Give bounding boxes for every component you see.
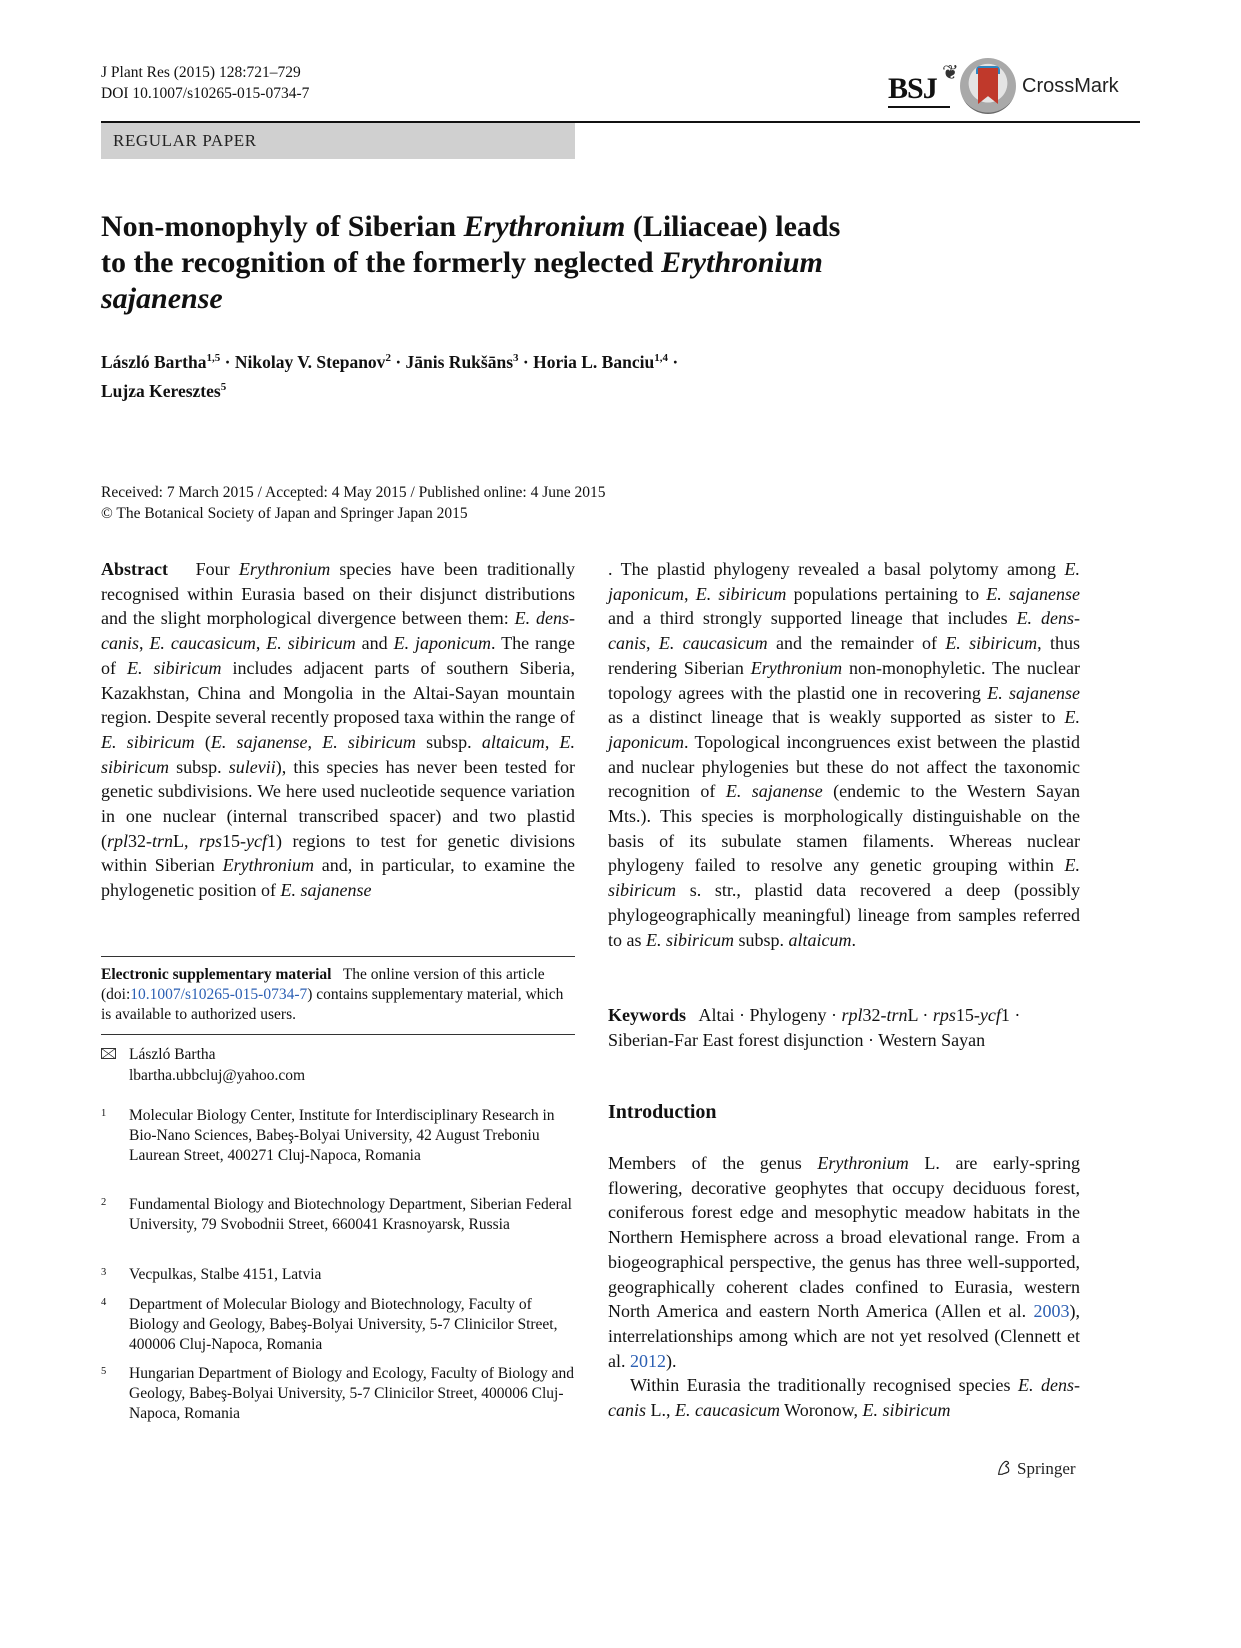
citation-link[interactable]: 2012 — [630, 1350, 666, 1371]
crossmark-label[interactable]: CrossMark — [1022, 75, 1119, 97]
keywords-label: Keywords — [608, 1005, 686, 1025]
leaf-icon: ❦ — [942, 62, 959, 84]
envelope-icon — [101, 1048, 116, 1059]
paragraph: Within Eurasia the traditionally recognised species E. dens-canis L., E. caucasicum Woronow, E. sibiricum — [608, 1375, 1080, 1421]
affiliation: 4 Department of Molecular Biology and Biotechnology, Faculty of Biology and Geology, Babeş-Bolyai University, 5-7 Clinicilor Street, 400006 Cluj-Napoca, Romania — [101, 1296, 558, 1353]
history: Received: 7 March 2015 / Accepted: 4 May 2015 / Published online: 4 June 2015 — [101, 484, 606, 501]
author[interactable]: Horia L. Banciu — [533, 351, 655, 372]
bsj-logo: BSJ — [888, 72, 937, 105]
crossmark-bookmark — [978, 68, 998, 104]
supplementary-label: Electronic supplementary material — [101, 966, 332, 983]
section-label: REGULAR PAPER — [113, 131, 257, 150]
supplementary-note: Electronic supplementary material The online version of this article (doi:10.1007/s10265-015-0734-7) contains supplementary material, which is available to authorized users. — [101, 966, 564, 1023]
corresponding-author: László Bartha — [129, 1046, 216, 1063]
affiliation: 5 Hungarian Department of Biology and Ecology, Faculty of Biology and Geology, Babeş-Bolyai University, 5-7 Clinicilor Street, 400006 Cluj-Napoca, Romania — [101, 1365, 574, 1422]
doi: DOI 10.1007/s10265-015-0734-7 — [101, 85, 310, 102]
author-list: László Bartha$^{1,5}$ · Nikolay V. Stepanov$^2$ · Jānis Rukšāns$^3$ · Horia L. Banciu$^{1,4}$ · Lujza Keresztes$^5$ — [101, 351, 679, 401]
copyright: © The Botanical Society of Japan and Springer Japan 2015 — [101, 505, 468, 522]
correspondence — [101, 1045, 575, 1086]
journal-citation — [101, 62, 309, 104]
keywords: Keywords Altai · Phylogeny · rpl32-trnL · rps15-ycf1 · Siberian-Far East forest disjunction · Western Sayan — [608, 1005, 1021, 1050]
paper-title: Non-monophyly of Siberian Erythronium (Liliaceae) leads to the recognition of the formerly neglected Erythronium sajanense — [101, 210, 841, 315]
author[interactable]: László Bartha — [101, 351, 207, 372]
bsj-underline — [888, 106, 950, 108]
publisher-logo — [995, 1459, 1076, 1479]
logos — [888, 58, 1140, 118]
publication-dates — [101, 482, 606, 524]
citation-link[interactable]: 2003 — [1033, 1301, 1070, 1322]
affiliation: 2 Fundamental Biology and Biotechnology Department, Siberian Federal University, 79 Svobodnii Street, 660041 Krasnoyarsk, Russia — [101, 1196, 572, 1233]
journal-reference: J Plant Res (2015) 128:721–729 — [101, 64, 301, 81]
author[interactable]: Lujza Keresztes — [101, 380, 221, 401]
introduction-body — [608, 1151, 1080, 1423]
abstract-right: . The plastid phylogeny revealed a basal polytomy among E. japonicum, E. sibiricum populations pertaining to E. sajanense and a third strongly supported lineage that includes E. dens-canis, E. caucasicum and the remainder of E. sibiricum, thus rendering Siberian Erythronium non-monophyletic. The nuclear topology agrees with the plastid one in recovering E. sajanense as a distinct lineage that is weakly supported as sister to E. japonicum. Topological incongruences exist between the plastid and nuclear phylogenies but these do not affect the taxonomic recognition of E. sajanense (endemic to the Western Sayan Mts.). This species is morphologically distinguishable on the basis of its subulate stamen filaments. Whereas nuclear phylogeny failed to resolve any genetic grouping within E. sibiricum s. str., plastid data recovered a deep (possibly phylogeographically meaningful) lineage from samples referred to as E. sibiricum subsp. altaicum. — [608, 559, 1081, 950]
author[interactable]: Nikolay V. Stepanov — [234, 351, 386, 372]
section-heading: Introduction — [608, 1101, 717, 1123]
publisher-name: Springer — [1017, 1459, 1076, 1478]
footnote-rule — [101, 956, 575, 957]
affiliation: 1 Molecular Biology Center, Institute for Interdisciplinary Research in Bio-Nano Sciences, Babeş-Bolyai University, 42 August Treboniu Laurean Street, 400271 Cluj-Napoca, Romania — [101, 1107, 555, 1164]
footnote-rule-2 — [101, 1034, 575, 1035]
abstract-left: Abstract Four Erythronium species have been traditionally recognised within Eurasia based on their disjunct distributions and the slight morphological divergence between them: E. dens-canis, E. caucasicum, E. sibiricum and E. japonicum. The range of E. sibiricum includes adjacent parts of southern Siberia, Kazakhstan, China and Mongolia in the Altai-Sayan mountain region. Despite several recently proposed taxa within the range of E. sibiricum (E. sajanense, E. sibiricum subsp. altaicum, E. sibiricum subsp. sulevii), this species has never been tested for genetic subdivisions. We here used nucleotide sequence variation in one nuclear (internal transcribed spacer) and two plastid (rpl32-trnL, rps15-ycf1) regions to test for genetic divisions within Siberian Erythronium and, in particular, to examine the phylogenetic position of E. sajanense — [101, 559, 576, 901]
crossmark-icon[interactable] — [960, 58, 1016, 114]
author[interactable]: Jānis Rukšāns — [405, 351, 514, 372]
springer-horse-icon — [995, 1459, 1013, 1477]
affiliation: 3 Vecpulkas, Stalbe 4151, Latvia — [101, 1266, 322, 1283]
paragraph: Members of the genus Erythronium L. are early-spring flowering, decorative geophytes that occupy deciduous forest, coniferous forest edge and mesophytic meadow habitats in the Northern Hemisphere across a broad elevational range. From a biogeographical perspective, the genus has three well-supported, geographically coherent clades confined to Eurasia, western North America and eastern North America (Allen et al. 2003), interrelationships among which are not yet resolved (Clennett et al. 2012). — [608, 1153, 1080, 1371]
abstract-label: Abstract — [101, 559, 168, 579]
doi-link[interactable]: 10.1007/s10265-015-0734-7 — [130, 986, 308, 1003]
email[interactable]: lbartha.ubbcluj@yahoo.com — [129, 1066, 306, 1084]
